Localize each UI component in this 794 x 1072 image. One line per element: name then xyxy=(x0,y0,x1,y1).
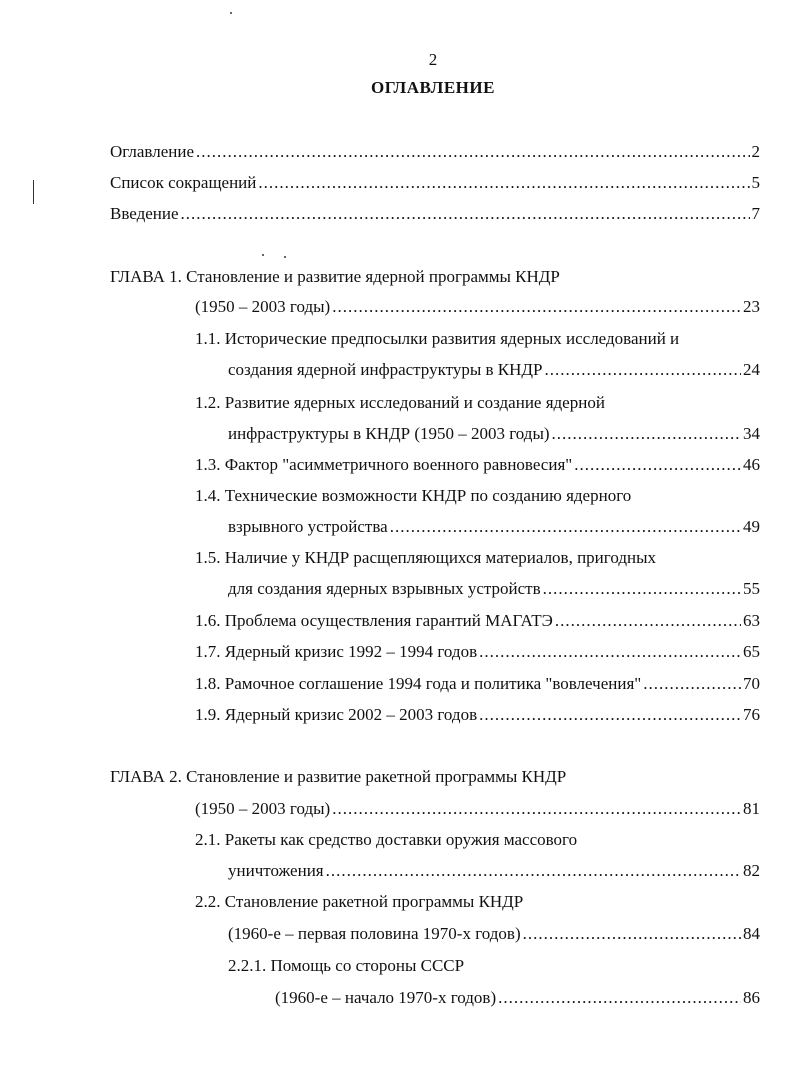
toc-page-number: 65 xyxy=(743,642,760,661)
toc-entry-title: 1.2. Развитие ядерных исследований и создание ядерной xyxy=(195,393,605,412)
toc-page-number: 23 xyxy=(743,297,760,316)
dot-leader xyxy=(332,799,741,819)
toc-entry[interactable] xyxy=(195,705,760,725)
toc-page-number: 46 xyxy=(743,455,760,474)
dot-leader xyxy=(523,924,741,944)
toc-entry[interactable] xyxy=(195,393,760,413)
toc-entry-title: уничтожения xyxy=(228,861,324,880)
toc-entry-title: 2.1. Ракеты как средство доставки оружия массового xyxy=(195,830,578,849)
toc-chapter-heading[interactable] xyxy=(110,767,760,787)
toc-entry-title: Список сокращений xyxy=(110,173,257,192)
scan-speck xyxy=(262,254,264,256)
toc-page-number: 55 xyxy=(743,579,760,598)
toc-entry-title: 2.2.1. Помощь со стороны СССР xyxy=(228,956,465,975)
toc-entry-continuation[interactable] xyxy=(228,861,760,881)
dot-leader xyxy=(390,517,741,537)
toc-entry[interactable] xyxy=(110,204,760,224)
toc-entry-title: создания ядерной инфраструктуры в КНДР xyxy=(228,360,543,379)
dot-leader xyxy=(258,173,749,193)
toc-entry-continuation[interactable] xyxy=(228,517,760,537)
toc-entry-title: (1960-е – первая половина 1970-х годов) xyxy=(228,924,521,943)
toc-page-number: 24 xyxy=(743,360,760,379)
toc-entry-title: (1950 – 2003 годы) xyxy=(195,799,331,818)
toc-entry-title: (1950 – 2003 годы) xyxy=(195,297,331,316)
dot-leader xyxy=(479,705,741,725)
toc-entry-continuation[interactable] xyxy=(228,424,760,444)
toc-entry-title: для создания ядерных взрывных устройств xyxy=(228,579,541,598)
toc-entry-continuation[interactable] xyxy=(195,799,760,819)
toc-entry[interactable] xyxy=(195,486,760,506)
dot-leader xyxy=(555,611,741,631)
toc-entry[interactable] xyxy=(195,674,760,694)
toc-chapter-heading[interactable] xyxy=(110,267,760,287)
toc-page-number: 7 xyxy=(751,204,760,223)
toc-entry-title: 1.4. Технические возможности КНДР по созданию ядерного xyxy=(195,486,632,505)
toc-entry-continuation[interactable] xyxy=(228,360,760,380)
toc-entry[interactable] xyxy=(195,642,760,662)
toc-entry-title: Оглавление xyxy=(110,142,194,161)
dot-leader xyxy=(552,424,741,444)
dot-leader xyxy=(332,297,741,317)
toc-entry[interactable] xyxy=(195,455,760,475)
toc-page-number: 49 xyxy=(743,517,760,536)
page-title: ОГЛАВЛЕНИЕ xyxy=(371,78,495,97)
toc-page-number: 34 xyxy=(743,424,760,443)
toc-entry-title: инфраструктуры в КНДР (1950 – 2003 годы) xyxy=(228,424,550,443)
toc-entry[interactable] xyxy=(110,142,760,162)
toc-entry-title: ГЛАВА 2. Становление и развитие ракетной программы КНДР xyxy=(110,767,567,786)
toc-entry-title: 1.9. Ядерный кризис 2002 – 2003 годов xyxy=(195,705,478,724)
toc-page-number: 70 xyxy=(743,674,760,693)
toc-entry[interactable] xyxy=(195,611,760,631)
dot-leader xyxy=(181,204,750,224)
toc-entry-title: (1960-е – начало 1970-х годов) xyxy=(275,988,497,1007)
dot-leader xyxy=(196,142,750,162)
toc-entry-title: взрывного устройства xyxy=(228,517,388,536)
toc-entry-title: Введение xyxy=(110,204,179,223)
toc-page-number: 63 xyxy=(743,611,760,630)
toc-entry[interactable] xyxy=(195,548,760,568)
toc-entry[interactable] xyxy=(110,173,760,193)
toc-entry[interactable] xyxy=(195,329,760,349)
toc-entry-continuation[interactable] xyxy=(228,579,760,599)
toc-entry-continuation[interactable] xyxy=(228,924,760,944)
toc-entry-continuation[interactable] xyxy=(275,988,760,1008)
scan-speck xyxy=(284,256,286,258)
scan-margin-mark xyxy=(33,180,34,204)
toc-page-number: 76 xyxy=(743,705,760,724)
dot-leader xyxy=(543,579,741,599)
toc-page-number: 2 xyxy=(751,142,760,161)
toc-page-number: 5 xyxy=(751,173,760,192)
dot-leader xyxy=(544,360,741,380)
toc-entry-title: 1.3. Фактор "асимметричного военного равновесия" xyxy=(195,455,573,474)
toc-entry-title: 2.2. Становление ракетной программы КНДР xyxy=(195,892,524,911)
dot-leader xyxy=(479,642,741,662)
toc-entry-title: 1.7. Ядерный кризис 1992 – 1994 годов xyxy=(195,642,478,661)
toc-entry-title: 1.1. Исторические предпосылки развития ядерных исследований и xyxy=(195,329,680,348)
toc-page-number: 86 xyxy=(743,988,760,1007)
toc-entry[interactable] xyxy=(195,892,760,912)
dot-leader xyxy=(326,861,741,881)
scan-speck xyxy=(230,12,232,14)
dot-leader xyxy=(574,455,741,475)
toc-entry-title: ГЛАВА 1. Становление и развитие ядерной программы КНДР xyxy=(110,267,560,286)
toc-entry-continuation[interactable] xyxy=(195,297,760,317)
page-number: 2 xyxy=(428,50,438,69)
toc-entry[interactable] xyxy=(228,956,760,976)
toc-entry-title: 1.5. Наличие у КНДР расщепляющихся материалов, пригодных xyxy=(195,548,657,567)
toc-entry-title: 1.6. Проблема осуществления гарантий МАГАТЭ xyxy=(195,611,553,630)
dot-leader xyxy=(643,674,741,694)
toc-page-number: 82 xyxy=(743,861,760,880)
toc-entry-title: 1.8. Рамочное соглашение 1994 года и политика "вовлечения" xyxy=(195,674,642,693)
toc-page-number: 81 xyxy=(743,799,760,818)
toc-page-number: 84 xyxy=(743,924,760,943)
dot-leader xyxy=(498,988,741,1008)
toc-entry[interactable] xyxy=(195,830,760,850)
